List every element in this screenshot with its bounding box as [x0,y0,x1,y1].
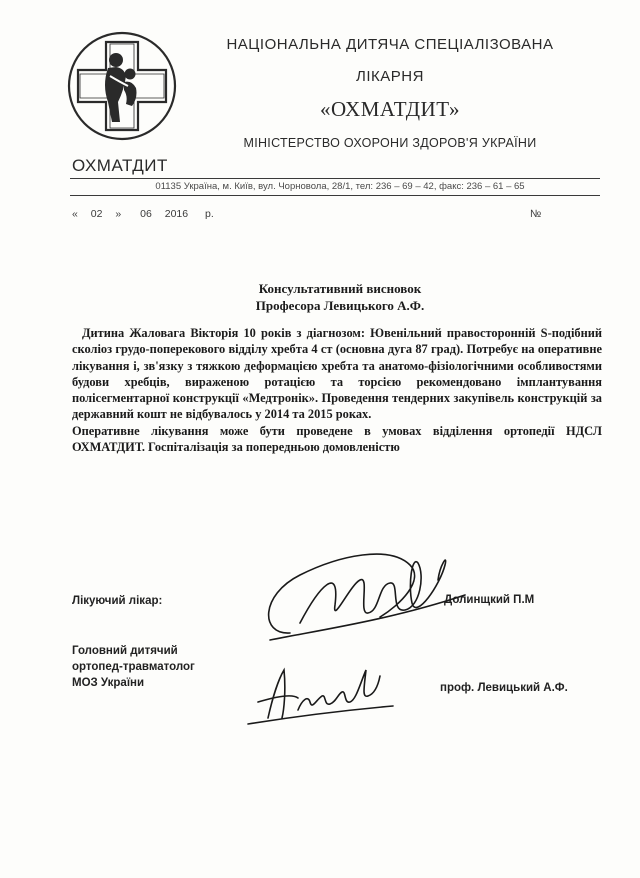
chief-title-line-2: ортопед-травматолог [72,661,195,673]
date-open-quote: « [72,208,78,220]
date-day: 02 [90,208,103,220]
chief-signature [238,640,398,730]
chief-title [72,643,195,691]
body-paragraph-2: Оперативне лікування може бути проведене в умовах відділення ортопедії НДСЛ ОХМАТДИТ. Госпіталізація за попередньою домовленістю [72,423,602,455]
chief-title-line-3: МОЗ України [72,677,145,689]
date-close-quote: » [115,208,122,220]
date-year-suffix: р. [205,208,214,220]
org-line-1: НАЦІОНАЛЬНА ДИТЯЧА СПЕЦІАЛІЗОВАНА [226,36,554,53]
document-title [70,280,610,314]
divider-bottom [70,195,600,196]
divider-top [70,178,600,179]
title-line-2: Професора Левицького А.Ф. [255,298,425,313]
title-line-1: Консультативний висновок [258,281,422,296]
date-month: 06 [140,208,152,220]
date-year: 2016 [164,208,189,220]
org-line-2: ЛІКАРНЯ [356,68,424,85]
chief-name: проф. Левицький А.Ф. [440,682,568,694]
address-line: 01135 Україна, м. Київ, вул. Чорновола, 28/1, тел: 236 – 69 – 42, факс: 236 – 61 – 65 [155,181,525,192]
chief-title-line-1: Головний дитячий [72,645,178,657]
brand-name: ОХМАТДИТ [72,156,168,175]
attending-doctor-label: Лікуючий лікар: [72,595,163,607]
document-number-sign: № [530,208,542,220]
document-body [72,325,602,455]
date-line [72,208,214,220]
ministry-name: МІНІСТЕРСТВО ОХОРОНИ ЗДОРОВ'Я УКРАЇНИ [243,136,537,150]
hospital-logo-icon [66,30,178,142]
organization-header [190,36,590,150]
body-paragraph-1: Дитина Жаловага Вікторія 10 років з діагнозом: Ювенільний правосторонній S-подібний сколіоз грудо-поперекового відділу хребта 4 ст (основна дуга 87 град). Потребує на оперативне лікування і, зв'язку з тяжкою деформацією хребта та анатомо-фізіологічними особливостями будови хребців, вираженою ротацією та торсією рекомендовано імплантування полісегментарної конструкції «Медтронік». Проведення тендерних закупівель конструкцій за державний кошт не відбувалось у 2014 та 2015 роках. [72,326,602,422]
doctor-signature [240,525,470,655]
org-name: «ОХМАТДИТ» [320,97,460,121]
attending-doctor-name: Долинщкий П.М [444,594,535,606]
